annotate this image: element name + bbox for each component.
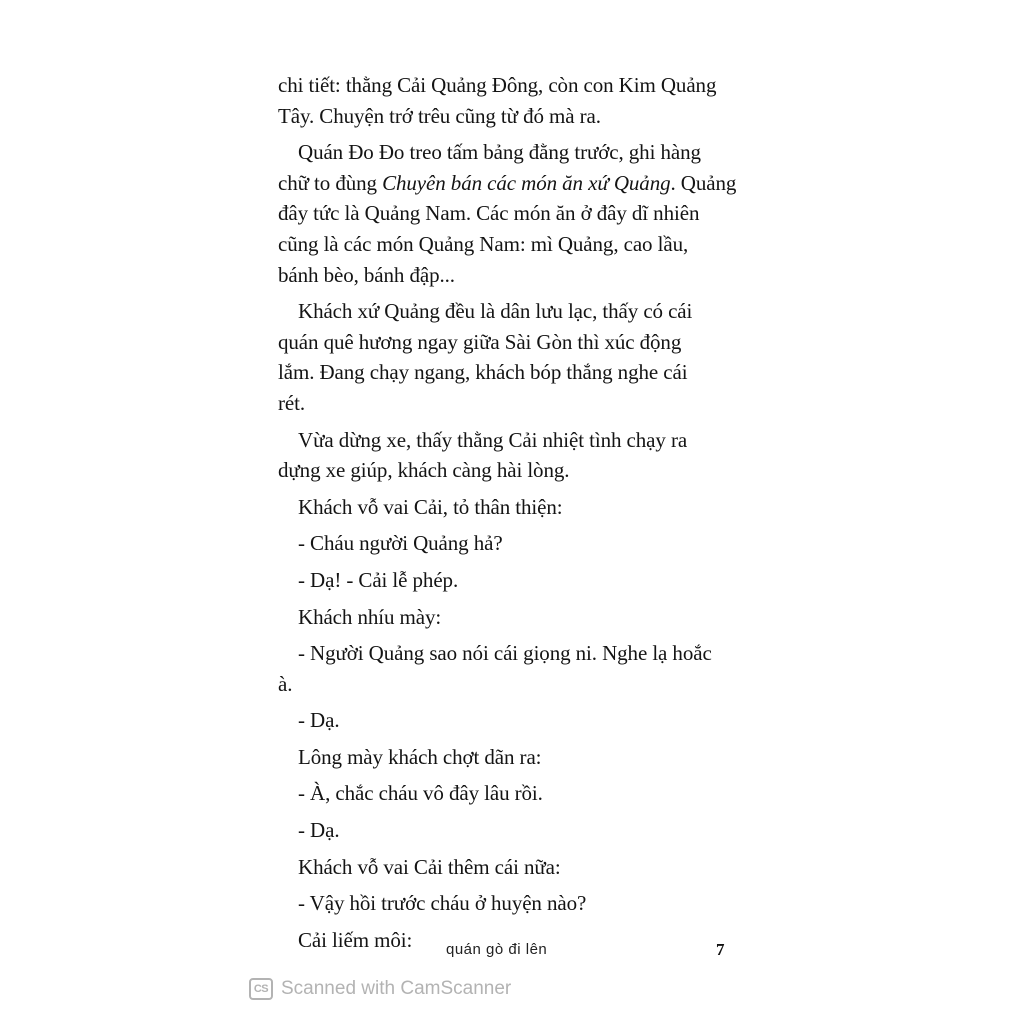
- text-run: . Quảng: [670, 170, 737, 195]
- paragraph-11: Lông mày khách chợt dãn ra:: [298, 744, 542, 769]
- paragraph-4: [278, 425, 748, 486]
- dialogue-line: - Dạ.: [298, 708, 340, 733]
- line: quán quê hương ngay giữa Sài Gòn thì xúc động: [278, 329, 682, 354]
- paragraph-1: [278, 70, 748, 131]
- watermark-text: Scanned with CamScanner: [281, 978, 512, 999]
- line: dựng xe giúp, khách càng hài lòng.: [278, 458, 570, 483]
- line: à.: [278, 671, 293, 696]
- paragraph-14: Khách vỗ vai Cải thêm cái nữa:: [298, 854, 561, 879]
- line: Tây. Chuyện trớ trêu cũng từ đó mà ra.: [278, 103, 601, 128]
- paragraph-9: [278, 638, 748, 699]
- line: bánh bèo, bánh đập...: [278, 262, 455, 287]
- line: Vừa dừng xe, thấy thằng Cải nhiệt tình chạy ra: [298, 427, 688, 452]
- paragraph-5: Khách vỗ vai Cải, tỏ thân thiện:: [298, 494, 563, 519]
- dialogue-line: - Dạ! - Cải lễ phép.: [298, 567, 459, 592]
- paragraph-2: [278, 137, 748, 290]
- body-text: [278, 70, 748, 955]
- line: chi tiết: thằng Cải Quảng Đông, còn con Kim Quảng: [278, 73, 717, 97]
- paragraph-3: [278, 296, 748, 418]
- dialogue-line: - Người Quảng sao nói cái giọng ni. Nghe lạ hoắc: [298, 641, 712, 666]
- line: lắm. Đang chạy ngang, khách bóp thắng nghe cái: [278, 360, 688, 385]
- page-number: 7: [716, 940, 725, 959]
- line: Khách xứ Quảng đều là dân lưu lạc, thấy có cái: [298, 299, 693, 324]
- text-run: chữ to đùng: [278, 170, 383, 195]
- dialogue-line: - Cháu người Quảng hả?: [298, 531, 503, 556]
- dialogue-line: - Dạ.: [298, 818, 340, 843]
- line: rét.: [278, 390, 305, 415]
- camscanner-logo-icon: CS: [249, 978, 273, 1000]
- paragraph-8: Khách nhíu mày:: [298, 604, 442, 629]
- dialogue-line: - Vậy hồi trước cháu ở huyện nào?: [298, 891, 587, 916]
- paragraph-16: Cải liếm môi:: [298, 927, 413, 952]
- dialogue-line: - À, chắc cháu vô đây lâu rồi.: [298, 781, 543, 806]
- running-footer-title: quán gò đi lên: [446, 941, 548, 958]
- line: cũng là các món Quảng Nam: mì Quảng, cao lầu,: [278, 231, 689, 256]
- camscanner-watermark: [249, 978, 511, 1000]
- line: [278, 168, 748, 199]
- line: đây tức là Quảng Nam. Các món ăn ở đây dĩ nhiên: [278, 201, 700, 226]
- italic-sign-text: Chuyên bán các món ăn xứ Quảng: [382, 170, 671, 195]
- line: Quán Đo Đo treo tấm bảng đằng trước, ghi hàng: [298, 140, 701, 165]
